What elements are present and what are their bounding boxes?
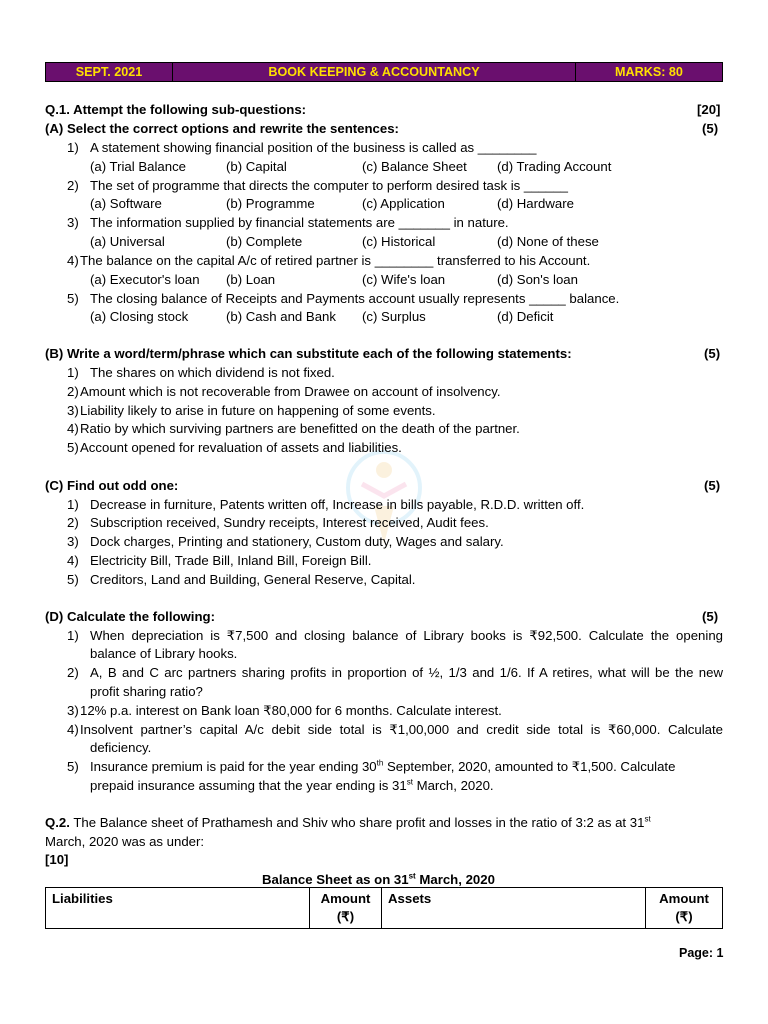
section-b-marks: (5) bbox=[704, 346, 721, 361]
option-c: (c) Application bbox=[362, 196, 445, 211]
text-part: September, 2020, amounted to ₹1,500. Calculate bbox=[383, 759, 676, 774]
ordinal-suffix: st bbox=[408, 871, 416, 881]
ordinal-suffix: st bbox=[644, 814, 651, 824]
section-a-title: (A) Select the correct options and rewrite the sentences: bbox=[45, 121, 399, 136]
q1-title: Q.1. Attempt the following sub-questions: bbox=[45, 102, 307, 117]
section-c-title: (C) Find out odd one: bbox=[45, 478, 179, 493]
question-text bbox=[90, 759, 723, 775]
question-text: Insolvent partner’s capital A/c debit side total is ₹1,00,000 and credit side total is ₹60,000. Calculate bbox=[80, 722, 723, 737]
question-number: 5) bbox=[67, 572, 79, 587]
question-number: 1) bbox=[67, 628, 79, 643]
q2-text-continued: March, 2020 was as under: bbox=[45, 834, 205, 849]
question-number: 3) bbox=[67, 703, 79, 718]
question-number: 5) bbox=[67, 291, 79, 306]
page-number: Page: 1 bbox=[679, 946, 724, 960]
option-a: (a) Universal bbox=[90, 234, 165, 249]
question-text: Ratio by which surviving partners are benefitted on the death of the partner. bbox=[80, 421, 520, 436]
section-d-marks: (5) bbox=[702, 609, 719, 624]
column-assets-amount bbox=[646, 888, 722, 928]
option-c: (c) Historical bbox=[362, 234, 436, 249]
question-text: Electricity Bill, Trade Bill, Inland Bill, Foreign Bill. bbox=[90, 553, 372, 568]
question-number: 4) bbox=[67, 421, 79, 436]
option-d: (d) Hardware bbox=[497, 196, 574, 211]
question-text: The set of programme that directs the computer to perform desired task is ______ bbox=[90, 178, 568, 193]
question-text: When depreciation is ₹7,500 and closing balance of Library books is ₹92,500. Calculate the opening bbox=[90, 628, 723, 643]
section-c-marks: (5) bbox=[704, 478, 721, 493]
q2-marks: [10] bbox=[45, 852, 69, 867]
section-b-title: (B) Write a word/term/phrase which can substitute each of the following statements: bbox=[45, 346, 572, 361]
text-part: March, 2020. bbox=[412, 778, 494, 793]
question-text: A statement showing financial position of the business is called as ________ bbox=[90, 140, 537, 155]
question-number: 3) bbox=[67, 215, 79, 230]
option-b: (b) Cash and Bank bbox=[226, 309, 336, 324]
column-liabilities bbox=[46, 888, 310, 928]
balance-sheet-title bbox=[262, 872, 495, 887]
column-header-unit: (₹) bbox=[675, 909, 693, 924]
question-text: The information supplied by financial statements are _______ in nature. bbox=[90, 215, 509, 230]
column-liabilities-amount bbox=[310, 888, 382, 928]
question-number: 4) bbox=[67, 553, 79, 568]
question-text: Subscription received, Sundry receipts, Interest received, Audit fees. bbox=[90, 515, 489, 530]
question-text: Dock charges, Printing and stationery, Custom duty, Wages and salary. bbox=[90, 534, 504, 549]
question-text-continued bbox=[90, 778, 494, 793]
option-d: (d) Deficit bbox=[497, 309, 554, 324]
option-b: (b) Capital bbox=[226, 159, 287, 174]
question-text: Amount which is not recoverable from Drawee on account of insolvency. bbox=[80, 384, 501, 399]
question-number: 2) bbox=[67, 665, 79, 680]
option-c: (c) Surplus bbox=[362, 309, 426, 324]
question-text-continued: deficiency. bbox=[90, 740, 152, 755]
column-header: Assets bbox=[388, 891, 432, 906]
text-part: Insurance premium is paid for the year ending 30 bbox=[90, 759, 377, 774]
question-text: Creditors, Land and Building, General Reserve, Capital. bbox=[90, 572, 416, 587]
column-header: Amount bbox=[659, 891, 709, 906]
question-text: Liability likely to arise in future on happening of some events. bbox=[80, 403, 436, 418]
ordinal-suffix: th bbox=[376, 758, 384, 768]
header-bar bbox=[45, 62, 723, 82]
option-d: (d) Son's loan bbox=[497, 272, 578, 287]
question-number: 4) bbox=[67, 253, 79, 268]
question-number: 1) bbox=[67, 365, 79, 380]
column-assets bbox=[382, 888, 646, 928]
subject-title: BOOK KEEPING & ACCOUNTANCY bbox=[268, 65, 480, 79]
column-header-unit: (₹) bbox=[336, 909, 355, 924]
option-b: (b) Complete bbox=[226, 234, 303, 249]
question-number: 3) bbox=[67, 534, 79, 549]
total-marks: MARKS: 80 bbox=[615, 65, 683, 79]
question-number: 2) bbox=[67, 384, 79, 399]
question-text-continued: profit sharing ratio? bbox=[90, 684, 203, 699]
question-number: 1) bbox=[67, 497, 79, 512]
column-header: Liabilities bbox=[52, 891, 113, 906]
option-c: (c) Wife's loan bbox=[362, 272, 446, 287]
question-text-continued: balance of Library hooks. bbox=[90, 646, 238, 661]
option-a: (a) Trial Balance bbox=[90, 159, 187, 174]
option-b: (b) Programme bbox=[226, 196, 315, 211]
option-d: (d) Trading Account bbox=[497, 159, 612, 174]
option-b: (b) Loan bbox=[226, 272, 276, 287]
question-number: 5) bbox=[67, 759, 79, 774]
option-d: (d) None of these bbox=[497, 234, 599, 249]
question-text: Account opened for revaluation of assets and liabilities. bbox=[80, 440, 402, 455]
question-text: 12% p.a. interest on Bank loan ₹80,000 for 6 months. Calculate interest. bbox=[80, 703, 502, 718]
text-part: March, 2020 bbox=[415, 872, 495, 887]
question-text: Decrease in furniture, Patents written off, Increase in bills payable, R.D.D. written off. bbox=[90, 497, 585, 512]
option-c: (c) Balance Sheet bbox=[362, 159, 467, 174]
question-number: 2) bbox=[67, 178, 79, 193]
exam-date: SEPT. 2021 bbox=[75, 65, 143, 79]
column-header: Amount bbox=[320, 891, 371, 906]
option-a: (a) Software bbox=[90, 196, 162, 211]
question-text: A, B and C arc partners sharing profits in proportion of ½, 1/3 and 1/6. If A retires, what will be the new bbox=[90, 665, 723, 680]
question-number: 2) bbox=[67, 515, 79, 530]
text-part: prepaid insurance assuming that the year ending is 31 bbox=[90, 778, 407, 793]
q2-text bbox=[45, 815, 723, 830]
section-a-marks: (5) bbox=[702, 121, 719, 136]
question-number: 3) bbox=[67, 403, 79, 418]
question-number: 4) bbox=[67, 722, 79, 737]
question-number: 1) bbox=[67, 140, 79, 155]
section-d-title: (D) Calculate the following: bbox=[45, 609, 215, 624]
question-text: The closing balance of Receipts and Payments account usually represents _____ balance. bbox=[90, 291, 620, 306]
question-text: The balance on the capital A/c of retired partner is ________ transferred to his Account. bbox=[80, 253, 591, 268]
question-text: The shares on which dividend is not fixed. bbox=[90, 365, 335, 380]
text-part: Balance Sheet as on 31 bbox=[262, 872, 409, 887]
balance-sheet-table bbox=[45, 887, 723, 929]
option-a: (a) Executor's loan bbox=[90, 272, 200, 287]
question-number: 5) bbox=[67, 440, 79, 455]
option-a: (a) Closing stock bbox=[90, 309, 189, 324]
ordinal-suffix: st bbox=[406, 777, 413, 787]
q2-label: Q.2. bbox=[45, 815, 70, 830]
text-part: The Balance sheet of Prathamesh and Shiv who share profit and losses in the ratio of 3:2 as at 31 bbox=[73, 815, 645, 830]
q1-marks: [20] bbox=[697, 102, 721, 117]
